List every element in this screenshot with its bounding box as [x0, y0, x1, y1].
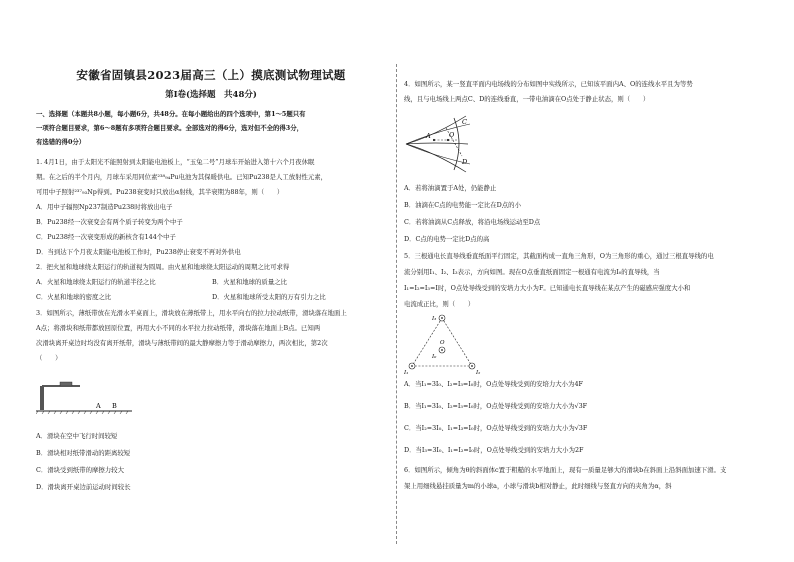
- q5-current-i3-label: I₃: [432, 316, 437, 322]
- q6-stem-line: 架上用细线悬挂质量为m的小球a，小球与滑块b相对静止，此时细线与竖直方向的夹角为α，斜: [404, 482, 672, 490]
- q4-point-o-label: O: [449, 131, 455, 139]
- q1-option: D．当到达下个月夜太阳能电池板工作时，Pu238停止衰变不再对外供电: [36, 248, 241, 256]
- q5-current-i1-label: I₁: [404, 370, 409, 374]
- q3-stem-line: 次滑块离开桌边时均没有离开纸带，滑块与薄纸带间的最大静摩擦力等于滑动摩擦力，两次相比，第2次: [36, 339, 328, 347]
- q3-stem-line: A点；将滑块和纸带都放回原位置，再用大小不同的水平拉力拉动纸带，滑块落在地面上B点。已知两: [36, 324, 321, 332]
- q5-stem-line: 5．三根通电长直导线垂直纸面平行固定，其截面构成一直角三角形，O为三角形的重心，通过三根直导线的电: [404, 252, 714, 260]
- q1-stem-line: 可用中子照射²³⁷₉₃Np得到。Pu238衰变时只放出α射线，其半衰期为88年，则（ ）: [36, 188, 284, 196]
- q5-option: A．当I₁=3I₀、I₂=I₃=I₀时，O点处导线受到的安培力大小为4F: [404, 380, 583, 388]
- q5-stem-line: I₁=I₂=I₃=I时，O点处导线受到的安培力大小为F。已知通电长直导线在某点产生的磁感应强度大小和: [404, 284, 691, 292]
- q4-point-c-label: C: [462, 118, 467, 126]
- section-instruction-line: 有选错的得0分）: [36, 138, 86, 146]
- q1-stem-line: 期。在之后的半个月内，月球车采用同位素²³⁸₉₄Pu电池为其保暖供电。已知Pu238是人工放射性元素，: [36, 173, 328, 181]
- q6-stem-line: 6．如图所示，倾角为θ的斜面体c置于粗糙的水平地面上，现有一质量足够大的滑块b在斜面上沿斜面加速下滑。支: [404, 466, 727, 474]
- q4-electric-field-figure: [404, 110, 494, 176]
- q3-stem-line: 3．如图所示，薄纸带放在光滑水平桌面上，滑块放在薄纸带上，用水平向右的拉力拉动纸带，滑块落在地面上: [36, 309, 347, 317]
- q3-option: D．滑块离开桌边前运动时间较长: [36, 483, 131, 491]
- exam-title: 安徽省固镇县2023届高三（上）摸底测试物理试题: [76, 68, 346, 82]
- q2-stem-line: 2．把火星和地球绕太阳运行的轨道视为圆周。由火星和地球绕太阳运动的周期之比可求得: [36, 263, 290, 271]
- q3-point-a-label: A: [96, 402, 101, 410]
- q1-option: B．Pu238经一次衰变会有两个质子转变为两个中子: [36, 218, 183, 226]
- q5-stem-line: 电流成正比，则（ ）: [404, 300, 475, 308]
- q1-stem-line: 1. 4月1日，由于太阳光不能照射到太阳能电池板上，“玉兔二号”月球车开始进入第十六个月夜休眠: [36, 158, 315, 166]
- q5-point-o-label: O: [440, 340, 445, 346]
- right-column: [404, 0, 764, 562]
- q4-option: C．若将油滴从C点释放，将沿电场线运动至D点: [404, 218, 541, 226]
- exam-subtitle: 第Ⅰ卷(选择题 共48分): [165, 90, 257, 100]
- column-divider: [396, 64, 397, 544]
- q3-option: A．滑块在空中飞行时间较短: [36, 432, 118, 440]
- q5-option: D．当I₃=3I₀、I₁=I₂=I₀时，O点处导线受到的安培力大小为2F: [404, 446, 584, 454]
- q3-option: B．滑块相对纸带滑动的距离较短: [36, 449, 131, 457]
- q4-option: A．若将油滴置于A处，仍能静止: [404, 184, 497, 192]
- q3-table-figure: [36, 380, 136, 426]
- q5-stem-line: 流分别用I₁、I₂、I₃表示，方向如图。现在O点垂直纸面固定一根通有电流为I₀的直导线，当: [404, 268, 660, 276]
- q4-option: B．油滴在C点的电势能一定比在D点的小: [404, 201, 521, 209]
- section-instruction-line: 一项符合题目要求，第6～8题有多项符合题目要求。全部选对的得6分，选对但不全的得3分，: [36, 124, 304, 132]
- q4-stem-line: 线，且与电场线上两点C、D的连线垂直，一带电油滴在O点处于静止状态，则（ ）: [404, 95, 650, 103]
- q5-option: C．当I₂=3I₀、I₁=I₃=I₀时，O点处导线受到的安培力大小为√3F: [404, 424, 588, 432]
- q4-stem-line: 4．如图所示，某一竖直平面内电场线的分布如图中实线所示，已知该平面内A、O的连线水平且为等势: [404, 80, 693, 88]
- q4-point-d-label: D: [462, 158, 468, 166]
- section-instruction-line: 一、选择题（本题共8小题，每小题6分，共48分。在每小题给出的四个选项中，第1～5题只有: [36, 110, 306, 118]
- q2-option: D．火星和地球所受太阳的万有引力之比: [212, 293, 326, 301]
- q1-option: C．Pu238经一次衰变形成的新核含有144个中子: [36, 233, 176, 241]
- q5-current-i0-label: I₀: [432, 354, 437, 360]
- q2-option: B．火星和地球的质量之比: [212, 278, 287, 286]
- q5-current-i2-label: I₂: [476, 370, 481, 374]
- q4-option: D．C点的电势一定比D点的高: [404, 235, 490, 243]
- q2-option: A．火星和地球绕太阳运行的轨道半径之比: [36, 278, 156, 286]
- q3-stem-line: （ ）: [36, 354, 62, 362]
- q4-point-a-label: A: [426, 132, 431, 140]
- q2-option: C．火星和地球的密度之比: [36, 293, 112, 301]
- q3-option: C．滑块受到纸带的摩擦力较大: [36, 466, 124, 474]
- q3-point-b-label: B: [112, 402, 117, 410]
- q5-option: B．当I₁=3I₀、I₂=I₃=I₀时，O点处导线受到的安培力大小为√3F: [404, 402, 588, 410]
- left-column: [36, 0, 386, 562]
- q1-option: A．用中子辐照Np237制造Pu238时将放出电子: [36, 203, 173, 211]
- q5-triangle-figure: [404, 312, 484, 374]
